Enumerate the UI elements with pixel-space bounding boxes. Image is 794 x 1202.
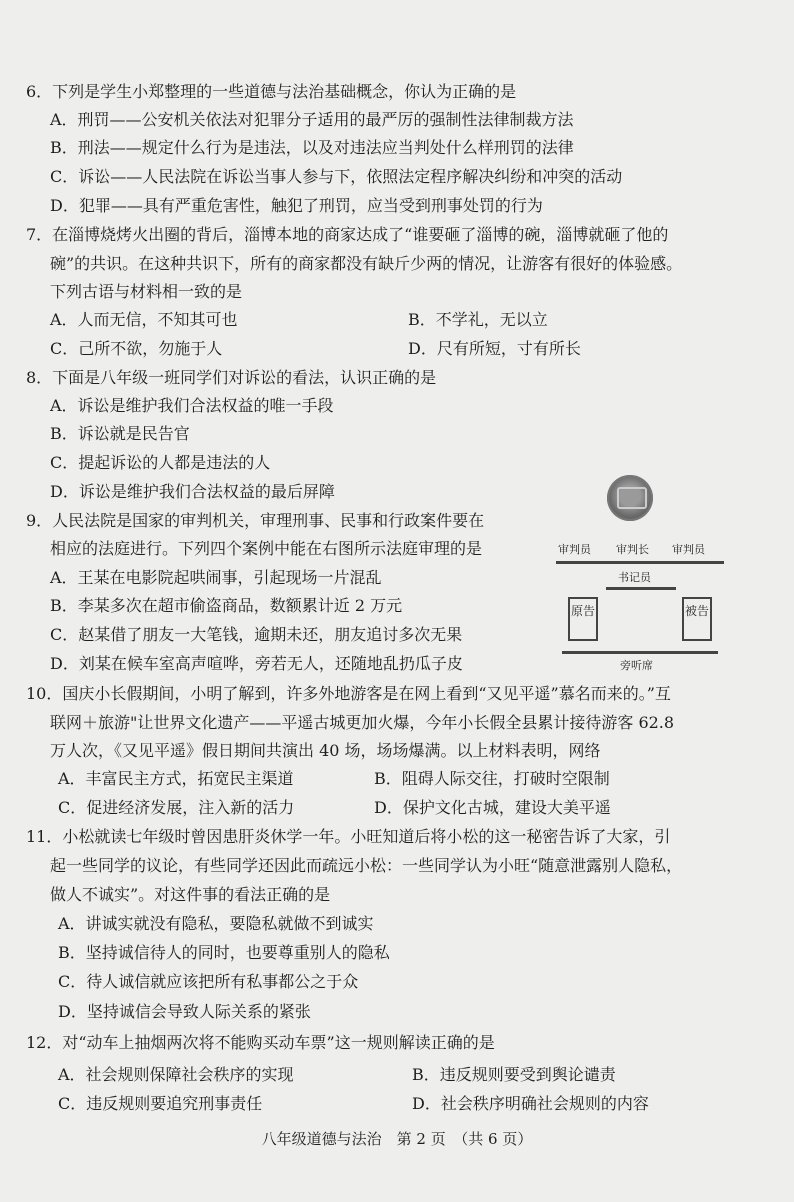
question-7-option-b: B．不学礼，无以立 (408, 310, 548, 329)
question-6-option-c: C．诉讼——人民法院在诉讼当事人参与下，依照法定程序解决纠纷和冲突的活动 (50, 167, 623, 186)
question-10-option-c: C．促进经济发展，注入新的活力 (58, 798, 295, 817)
question-10-option-a: A．丰富民主方式，拓宽民主渠道 (58, 769, 294, 788)
defendant-seat: 被告 (682, 597, 712, 641)
page-footer: 八年级道德与法治 第 2 页 （共 6 页） (261, 1130, 533, 1148)
question-9-option-a: A．王某在电影院起哄闹事，引起现场一片混乱 (50, 568, 382, 587)
question-11-option-d: D．坚持诚信会导致人际关系的紧张 (58, 1002, 311, 1021)
question-12-option-c: C．违反规则要追究刑事责任 (58, 1094, 263, 1113)
judges-bench (556, 561, 724, 564)
question-9-option-b: B．李某多次在超市偷盗商品，数额累计近 2 万元 (50, 596, 403, 615)
question-11-option-c: C．待人诚信就应该把所有私事都公之于众 (58, 972, 359, 991)
chief-judge-label: 审判长 (616, 543, 649, 556)
gallery-rail (562, 651, 718, 654)
question-9-option-c: C．赵某借了朋友一大笔钱，逾期未还，朋友追讨多次无果 (50, 625, 463, 644)
question-8-option-d: D．诉讼是维护我们合法权益的最后屏障 (50, 482, 335, 501)
national-emblem-icon (607, 475, 653, 521)
question-7-stem-line1: 7．在淄博烧烤火出圈的背后，淄博本地的商家达成了“谁要砸了淄博的碗，淄博就砸了他的 (26, 225, 669, 244)
question-7-stem-line2: 碗”的共识。在这种共识下，所有的商家都没有缺斤少两的情况，让游客有很好的体验感。 (50, 254, 683, 273)
question-9-stem-line1: 9．人民法院是国家的审判机关，审理刑事、民事和行政案件要在 (26, 511, 485, 530)
question-7-option-d: D．尺有所短，寸有所长 (408, 339, 581, 358)
question-9-stem-line2: 相应的法庭进行。下列四个案例中能在右图所示法庭审理的是 (50, 539, 483, 558)
judge-left-label: 审判员 (558, 543, 591, 556)
question-11-option-a: A．讲诚实就没有隐私，要隐私就做不到诚实 (58, 914, 374, 933)
question-6-option-b: B．刑法——规定什么行为是违法，以及对违法应当判处什么样刑罚的法律 (50, 138, 574, 157)
question-12-option-d: D．社会秩序明确社会规则的内容 (412, 1094, 649, 1113)
question-7-option-a: A．人而无信，不知其可也 (50, 310, 238, 329)
question-7-stem-line3: 下列古语与材料相一致的是 (50, 282, 243, 301)
question-8-stem: 8．下面是八年级一班同学们对诉讼的看法，认识正确的是 (26, 368, 437, 387)
question-12-option-a: A．社会规则保障社会秩序的实现 (58, 1065, 294, 1084)
question-12-stem: 12．对“动车上抽烟两次将不能购买动车票”这一规则解读正确的是 (26, 1033, 495, 1052)
clerk-label: 书记员 (618, 571, 651, 584)
question-8-option-c: C．提起诉讼的人都是违法的人 (50, 453, 271, 472)
question-10-option-b: B．阻碍人际交往，打破时空限制 (374, 769, 610, 788)
judge-right-label: 审判员 (672, 543, 705, 556)
question-6-option-d: D．犯罪——具有严重危害性，触犯了刑罚，应当受到刑事处罚的行为 (50, 196, 543, 215)
question-11-stem-line2: 起一些同学的议论，有些同学还因此而疏远小松：一些同学认为小旺“随意泄露别人隐私， (50, 856, 683, 875)
question-10-option-d: D．保护文化古城，建设大美平遥 (374, 798, 611, 817)
question-11-stem-line3: 做人不诚实”。对这件事的看法正确的是 (50, 885, 331, 904)
question-8-option-b: B．诉讼就是民告官 (50, 424, 190, 443)
gallery-label: 旁听席 (620, 659, 653, 672)
question-6-option-a: A．刑罚——公安机关依法对犯罪分子适用的最严厉的强制性法律制裁方法 (50, 110, 574, 129)
courtroom-diagram (556, 475, 724, 675)
question-10-stem-line1: 10．国庆小长假期间，小明了解到，许多外地游客是在网上看到“又见平遥”慕名而来的。”互 (26, 684, 671, 703)
clerk-desk (606, 587, 676, 590)
question-11-stem-line1: 11．小松就读七年级时曾因患肝炎休学一年。小旺知道后将小松的这一秘密告诉了大家，引 (26, 827, 671, 846)
question-12-option-b: B．违反规则要受到舆论谴责 (412, 1065, 616, 1084)
question-7-option-c: C．己所不欲，勿施于人 (50, 339, 223, 358)
question-10-stem-line3: 万人次，《又见平遥》假日期间共演出 40 场，场场爆满。以上材料表明，网络 (50, 741, 601, 760)
question-6-stem: 6．下列是学生小郑整理的一些道德与法治基础概念，你认为正确的是 (26, 82, 517, 101)
question-10-stem-line2: 联网＋旅游"让世界文化遗产——平遥古城更加火爆，今年小长假全县累计接待游客 62.8 (50, 713, 675, 732)
question-9-option-d: D．刘某在候车室高声喧哗，旁若无人，还随地乱扔瓜子皮 (50, 654, 463, 673)
question-11-option-b: B．坚持诚信待人的同时，也要尊重别人的隐私 (58, 943, 390, 962)
plaintiff-seat: 原告 (568, 597, 598, 641)
question-8-option-a: A．诉讼是维护我们合法权益的唯一手段 (50, 396, 334, 415)
